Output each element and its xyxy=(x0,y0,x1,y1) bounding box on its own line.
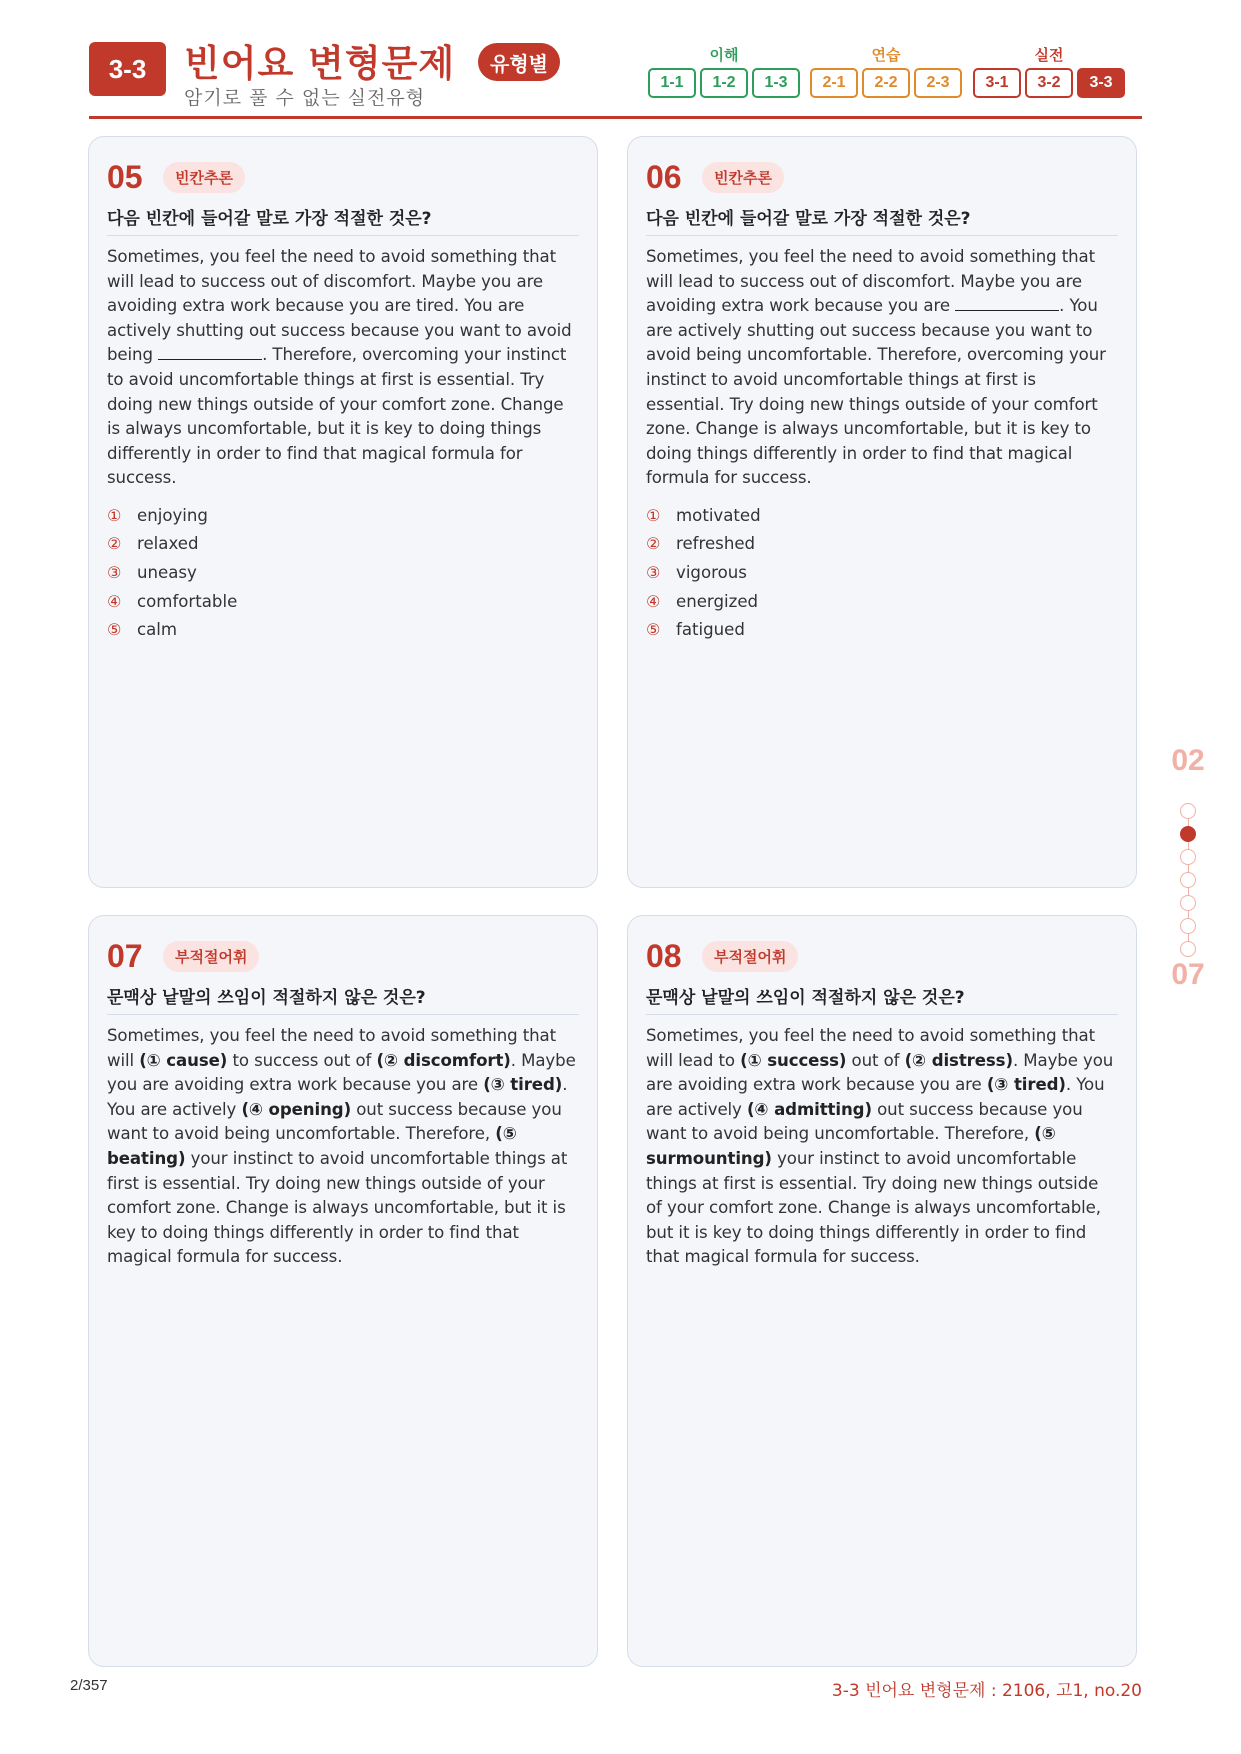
choice-list xyxy=(646,501,1118,644)
choice-1[interactable]: ① motivated xyxy=(646,505,761,525)
step-1-2[interactable]: 1-2 xyxy=(700,68,748,98)
source-reference: 3-3 빈어요 변형문제 : 2106, 고1, no.20 xyxy=(831,1681,1142,1701)
step-2-3[interactable]: 2-3 xyxy=(914,68,962,98)
question-type-tag: 부적절어휘 xyxy=(702,941,798,972)
choice-4[interactable]: ④ comfortable xyxy=(107,591,238,611)
choice-list xyxy=(107,501,579,644)
pager-dot[interactable] xyxy=(1180,918,1196,934)
pager-dot[interactable] xyxy=(1180,872,1196,888)
question-passage: Sometimes, you feel the need to avoid something that will lead to success out of discomfort. Maybe you are avoiding extra work because you are tired. You are actively shutting out success because you want to avoid being . Therefore, overcoming your instinct to avoid uncomfortable things at first is essential. Try doing new things outside of your comfort zone. Change is always uncomfortable, but it is key to doing things differently in order to find that magical formula for success. xyxy=(107,247,572,488)
step-group-real xyxy=(973,44,1125,98)
step-1-3[interactable]: 1-3 xyxy=(752,68,800,98)
header-divider xyxy=(89,116,1142,119)
step-1-1[interactable]: 1-1 xyxy=(648,68,696,98)
question-stem: 다음 빈칸에 들어갈 말로 가장 적절한 것은? xyxy=(646,204,1118,236)
answer-blank xyxy=(955,297,1059,311)
choice-1[interactable]: ① enjoying xyxy=(107,505,208,525)
option-4: (④ admitting) xyxy=(746,1099,872,1119)
option-5: (⑤ surmounting) xyxy=(646,1124,1056,1168)
step-group-label: 이해 xyxy=(709,46,739,64)
step-group-label: 실전 xyxy=(1034,46,1064,64)
step-3-2[interactable]: 3-2 xyxy=(1025,68,1073,98)
question-stem: 다음 빈칸에 들어갈 말로 가장 적절한 것은? xyxy=(107,204,579,236)
choice-4[interactable]: ④ energized xyxy=(646,591,759,611)
question-passage: Sometimes, you feel the need to avoid something that will (① cause) to success out of (② discomfort). Maybe you are avoiding extra work because you are (③ tired). You are actively (④ opening) out success because you want to avoid being uncomfortable. Therefore, (⑤ beating) your instinct to avoid uncomfortable things at first is essential. Try doing new things outside of your comfort zone. Change is always uncomfortable, but it is key to doing things differently in order to find that magical formula for success. xyxy=(107,1026,576,1267)
page-title: 빈어요 변형문제 xyxy=(184,42,456,85)
option-1: (① cause) xyxy=(139,1050,228,1070)
option-2: (② distress) xyxy=(904,1050,1013,1070)
pager-dot[interactable] xyxy=(1180,803,1196,819)
choice-2[interactable]: ② refreshed xyxy=(646,534,756,554)
pager-dot[interactable] xyxy=(1180,941,1196,957)
question-stem: 문맥상 낱말의 쓰임이 적절하지 않은 것은? xyxy=(107,983,579,1015)
question-number: 06 xyxy=(646,158,682,195)
choice-5[interactable]: ⑤ fatigued xyxy=(646,620,745,640)
option-2: (② discomfort) xyxy=(376,1050,511,1070)
question-type-tag: 빈칸추론 xyxy=(163,162,245,193)
step-2-2[interactable]: 2-2 xyxy=(862,68,910,98)
question-number: 05 xyxy=(107,158,143,195)
question-card-05 xyxy=(88,136,598,888)
step-group-practice xyxy=(810,44,962,98)
pager-start-number: 02 xyxy=(1171,744,1205,777)
option-1: (① success) xyxy=(740,1050,847,1070)
option-4: (④ opening) xyxy=(241,1099,352,1119)
step-3-1[interactable]: 3-1 xyxy=(973,68,1021,98)
question-passage: Sometimes, you feel the need to avoid something that will lead to success out of discomfort. Maybe you are avoiding extra work because you are . You are actively shutting out success because you want to avoid being uncomfortable. Therefore, overcoming your instinct to avoid uncomfortable things at first is essential. Try doing new things outside of your comfort zone. Change is always uncomfortable, but it is key to doing things differently in order to find that magical formula for success. xyxy=(646,247,1106,488)
page-subtitle: 암기로 풀 수 없는 실전유형 xyxy=(184,87,426,109)
page-counter: 2/357 xyxy=(70,1677,108,1694)
pager-dot[interactable] xyxy=(1180,895,1196,911)
question-type-tag: 빈칸추론 xyxy=(702,162,784,193)
pager-end-number: 07 xyxy=(1171,958,1205,991)
step-group-understand xyxy=(648,44,800,98)
question-card-06 xyxy=(627,136,1137,888)
question-number: 08 xyxy=(646,937,682,974)
step-3-3[interactable]: 3-3 xyxy=(1077,68,1125,98)
step-2-1[interactable]: 2-1 xyxy=(810,68,858,98)
question-card-08 xyxy=(627,915,1137,1667)
type-pill: 유형별 xyxy=(478,43,560,81)
option-3: (③ tired) xyxy=(483,1075,563,1095)
answer-blank xyxy=(158,346,262,360)
option-5: (⑤ beating) xyxy=(107,1124,517,1168)
section-badge: 3-3 xyxy=(89,42,166,96)
pager-dot[interactable] xyxy=(1180,849,1196,865)
step-group-label: 연습 xyxy=(871,46,901,64)
choice-3[interactable]: ③ vigorous xyxy=(646,562,747,582)
choice-3[interactable]: ③ uneasy xyxy=(107,562,197,582)
question-number: 07 xyxy=(107,937,143,974)
pager-dot-current[interactable] xyxy=(1180,826,1196,842)
question-card-07 xyxy=(88,915,598,1667)
choice-5[interactable]: ⑤ calm xyxy=(107,620,178,640)
question-stem: 문맥상 낱말의 쓰임이 적절하지 않은 것은? xyxy=(646,983,1118,1015)
question-passage: Sometimes, you feel the need to avoid something that will lead to (① success) out of (② distress). Maybe you are avoiding extra work because you are (③ tired). You are actively (④ admitting) out success because you want to avoid being uncomfortable. Therefore, (⑤ surmounting) your instinct to avoid uncomfortable things at first is essential. Try doing new things outside of your comfort zone. Change is always uncomfortable, but it is key to doing things differently in order to find that magical formula for success. xyxy=(646,1026,1114,1267)
choice-2[interactable]: ② relaxed xyxy=(107,534,199,554)
question-type-tag: 부적절어휘 xyxy=(163,941,259,972)
option-3: (③ tired) xyxy=(986,1075,1066,1095)
